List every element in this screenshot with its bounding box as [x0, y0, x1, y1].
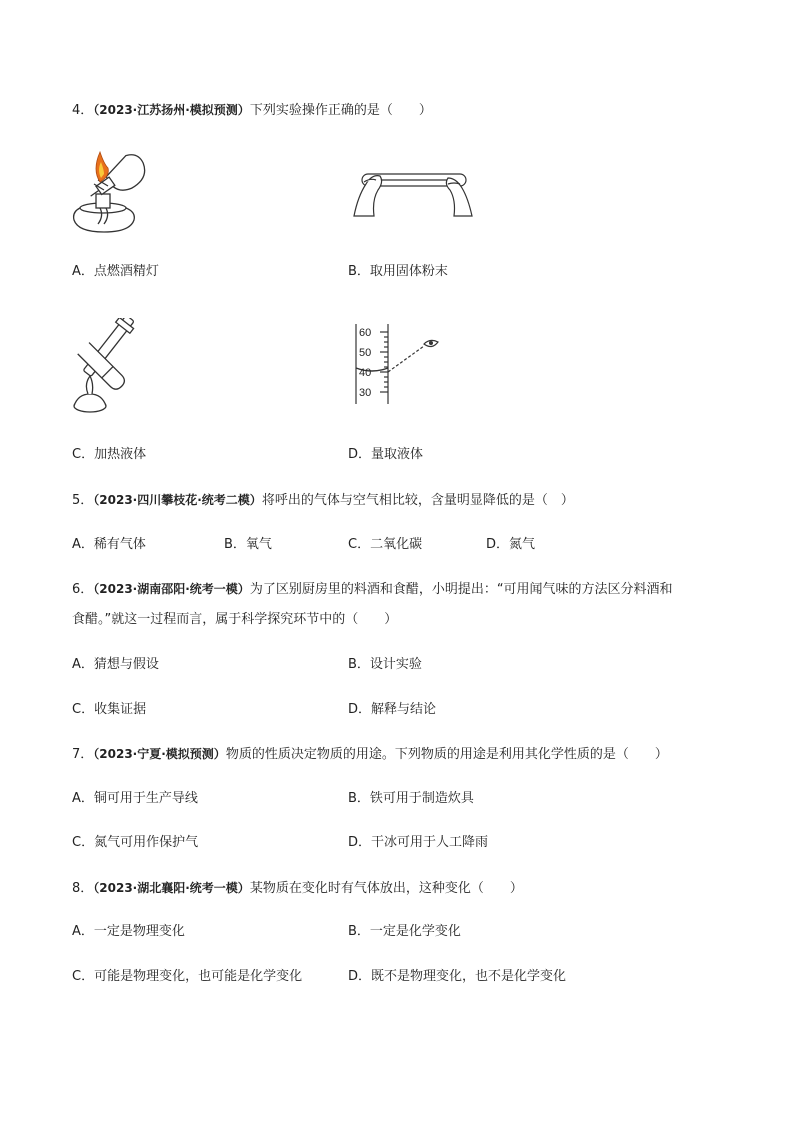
question-7-option-a[interactable]	[72, 790, 198, 808]
question-6-option-d[interactable]	[348, 701, 436, 719]
question-7-option-c[interactable]	[72, 834, 198, 852]
option-letter: D．	[486, 537, 510, 552]
question-source: （2023·江苏扬州·模拟预测）	[93, 103, 250, 117]
option-text: 一定是化学变化	[369, 924, 461, 939]
lighting-alcohol-lamp-figure	[64, 146, 160, 238]
option-text: 一定是物理变化	[93, 924, 185, 939]
question-8-option-c[interactable]	[72, 968, 302, 986]
question-text: 将呼出的气体与空气相比较，含量明显降低的是（ ）	[261, 493, 574, 508]
option-letter: C．	[72, 969, 95, 984]
question-8-option-a[interactable]	[72, 923, 185, 941]
question-5-option-a[interactable]	[72, 536, 146, 554]
cylinder-tick-label: 40	[359, 367, 372, 379]
option-text: 加热液体	[94, 447, 147, 462]
option-text: 铁可用于制造炊具	[369, 791, 474, 806]
question-5-stem	[72, 491, 574, 510]
option-text: 铜可用于生产导线	[93, 791, 198, 806]
option-letter: B．	[348, 657, 370, 672]
option-text: 既不是物理变化，也不是化学变化	[371, 969, 567, 984]
option-text: 稀有气体	[93, 537, 146, 552]
question-8-option-d[interactable]	[348, 968, 566, 986]
option-text: 收集证据	[94, 702, 147, 717]
question-5-option-c[interactable]	[348, 536, 422, 554]
option-letter: B．	[348, 924, 370, 939]
question-number: 7．	[72, 747, 94, 762]
option-text: 可能是物理变化，也可能是化学变化	[94, 969, 303, 984]
question-text: 某物质在变化时有气体放出，这种变化（ ）	[249, 881, 523, 896]
cylinder-tick-label: 30	[359, 387, 372, 399]
option-text: 猜想与假设	[93, 657, 159, 672]
question-4-option-b[interactable]	[348, 263, 448, 281]
heating-liquid-figure	[66, 318, 166, 414]
option-letter: C．	[72, 702, 95, 717]
option-text: 量取液体	[371, 447, 424, 462]
option-text: 点燃酒精灯	[93, 264, 159, 279]
question-7-option-d[interactable]	[348, 834, 488, 852]
question-6-stem	[72, 580, 673, 599]
option-text: 设计实验	[369, 657, 422, 672]
eye-icon	[429, 341, 433, 345]
question-4-option-d[interactable]	[348, 446, 423, 464]
taking-solid-powder-figure	[352, 160, 474, 220]
question-source: （2023·四川攀枝花·统考二模）	[93, 493, 262, 507]
option-letter: D．	[348, 835, 372, 850]
question-5-option-d[interactable]	[486, 536, 535, 554]
option-text: 干冰可用于人工降雨	[371, 835, 489, 850]
option-letter: A．	[72, 791, 94, 806]
question-number: 8．	[72, 881, 94, 896]
question-source: （2023·湖南邵阳·统考一模）	[93, 582, 250, 596]
option-letter: A．	[72, 264, 94, 279]
option-letter: D．	[348, 447, 372, 462]
option-text: 氮气可用作保护气	[94, 835, 199, 850]
option-text: 取用固体粉末	[369, 264, 448, 279]
question-6-option-b[interactable]	[348, 656, 422, 674]
question-text: 下列实验操作正确的是（ ）	[249, 103, 432, 118]
cylinder-tick-label: 50	[359, 347, 372, 359]
option-letter: A．	[72, 657, 94, 672]
question-4-option-a[interactable]	[72, 263, 159, 281]
cylinder-tick-label: 60	[359, 327, 372, 339]
option-text: 二氧化碳	[370, 537, 423, 552]
question-4-stem	[72, 101, 432, 120]
question-number: 4．	[72, 103, 94, 118]
question-source: （2023·湖北襄阳·统考一模）	[93, 881, 250, 895]
question-8-option-b[interactable]	[348, 923, 461, 941]
option-text: 氮气	[509, 537, 536, 552]
question-5-option-b[interactable]	[224, 536, 272, 554]
question-text: 物质的性质决定物质的用途。下列物质的用途是利用其化学性质的是（ ）	[225, 747, 668, 762]
option-letter: D．	[348, 969, 372, 984]
question-4-option-c[interactable]	[72, 446, 146, 464]
question-text: 为了区别厨房里的料酒和食醋，小明提出：“可用闻气味的方法区分料酒和	[249, 582, 673, 597]
option-letter: A．	[72, 537, 94, 552]
option-letter: C．	[72, 835, 95, 850]
option-letter: C．	[348, 537, 371, 552]
option-letter: B．	[348, 791, 370, 806]
option-text: 解释与结论	[371, 702, 437, 717]
option-text: 氧气	[245, 537, 272, 552]
question-8-stem	[72, 879, 523, 898]
question-text: 食醋。”就这一过程而言，属于科学探究环节中的（ ）	[72, 612, 398, 627]
option-letter: B．	[348, 264, 370, 279]
question-6-option-a[interactable]	[72, 656, 159, 674]
option-letter: D．	[348, 702, 372, 717]
option-letter: A．	[72, 924, 94, 939]
question-source: （2023·宁夏·模拟预测）	[93, 747, 226, 761]
option-letter: C．	[72, 447, 95, 462]
question-number: 5．	[72, 493, 94, 508]
measuring-liquid-figure	[346, 322, 446, 406]
option-letter: B．	[224, 537, 246, 552]
question-number: 6．	[72, 582, 94, 597]
question-6-stem-continued	[72, 611, 397, 629]
question-6-option-c[interactable]	[72, 701, 146, 719]
question-7-stem	[72, 745, 668, 764]
question-7-option-b[interactable]	[348, 790, 474, 808]
